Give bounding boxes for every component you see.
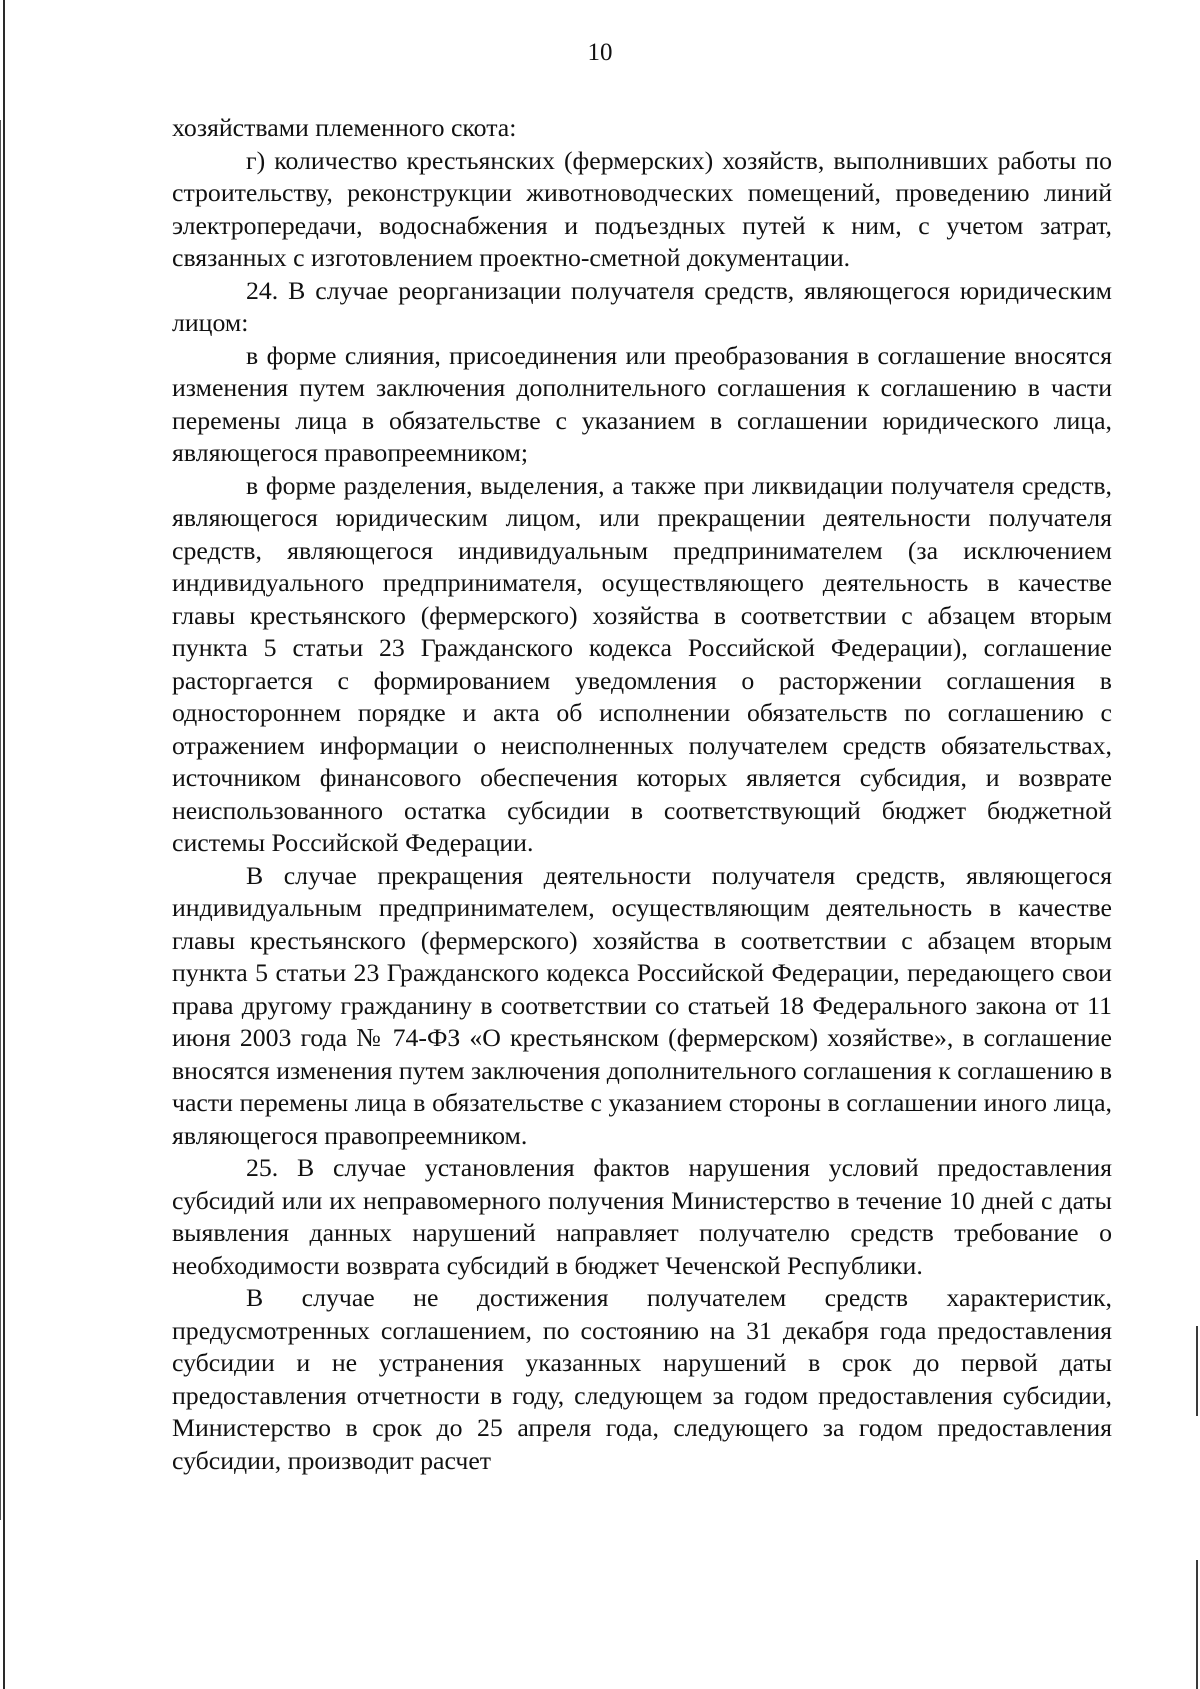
- paragraph-non-achievement: В случае не достижения получателем средств характеристик, предусмотренных соглашением, по состоянию на 31 декабря года предоставления субсидии и не устранения указанных нарушений в срок до первой даты предоставления отчетности в году, следующем за годом предоставления субсидии, Министерство в срок до 25 апреля года, следующего за годом предоставления субсидии, производит расчет: [172, 1283, 1112, 1475]
- paragraph-merger: в форме слияния, присоединения или преобразования в соглашение вносятся изменения путем заключения дополнительного соглашения к соглашению в части перемены лица в обязательстве с указанием в соглашении юридического лица, являющегося правопреемником;: [172, 340, 1112, 467]
- scan-border-left: [3, 0, 5, 1689]
- paragraph-termination: В случае прекращения деятельности получателя средств, являющегося индивидуальным предпринимателем, осуществляющим деятельность в качестве главы крестьянского (фермерского) хозяйства в соответствии с абзацем вторым пункта 5 статьи 23 Гражданского кодекса Российской Федерации, передающего свои права другому гражданину в соответствии со статьей 18 Федерального закона от 11 июня 2003 года № 74-ФЗ «О крестьянском (фермерском) хозяйстве», в соглашение вносятся изменения путем заключения дополнительного соглашения к соглашению в части перемены лица в обязательстве с указанием стороны в соглашении иного лица, являющегося правопреемником.: [172, 860, 1112, 1150]
- paragraph-0: хозяйствами племенного скота:: [172, 113, 517, 142]
- scan-border-right-upper: [1196, 1326, 1198, 1416]
- page-number: 10: [587, 39, 613, 66]
- paragraph-item-g: г) количество крестьянских (фермерских) хозяйств, выполнивших работы по строительству, реконструкции животноводческих помещений, проведению линий электропередачи, водоснабжения и подъездных путей к ним, с учетом затрат, связанных с изготовлением проектно-сметной документации.: [172, 145, 1112, 272]
- document-body: [172, 112, 1112, 1477]
- paragraph-division: в форме разделения, выделения, а также при ликвидации получателя средств, являющегося юридическим лицом, или прекращении деятельности получателя средств, являющегося индивидуальным предпринимателем (за исключением индивидуального предпринимателя, осуществляющего деятельность в качестве главы крестьянского (фермерского) хозяйства в соответствии с абзацем вторым пункта 5 статьи 23 Гражданского кодекса Российской Федерации), соглашение расторгается с формированием уведомления о расторжении соглашения в одностороннем порядке и акта об исполнении обязательств по соглашению с отражением информации о неисполненных получателем средств обязательствах, источником финансового обеспечения которых является субсидия, и возврате неиспользованного остатка субсидии в соответствующий бюджет бюджетной системы Российской Федерации.: [172, 470, 1112, 857]
- scan-border-left-inner: [0, 120, 1, 1520]
- paragraph-clause-25: 25. В случае установления фактов нарушения условий предоставления субсидий или их неправомерного получения Министерство в течение 10 дней с даты выявления данных нарушений направляет получателю средств требование о необходимости возврата субсидий в бюджет Чеченской Республики.: [172, 1153, 1112, 1280]
- paragraph-clause-24: 24. В случае реорганизации получателя средств, являющегося юридическим лицом:: [172, 275, 1112, 337]
- scan-border-right-lower: [1196, 1560, 1198, 1689]
